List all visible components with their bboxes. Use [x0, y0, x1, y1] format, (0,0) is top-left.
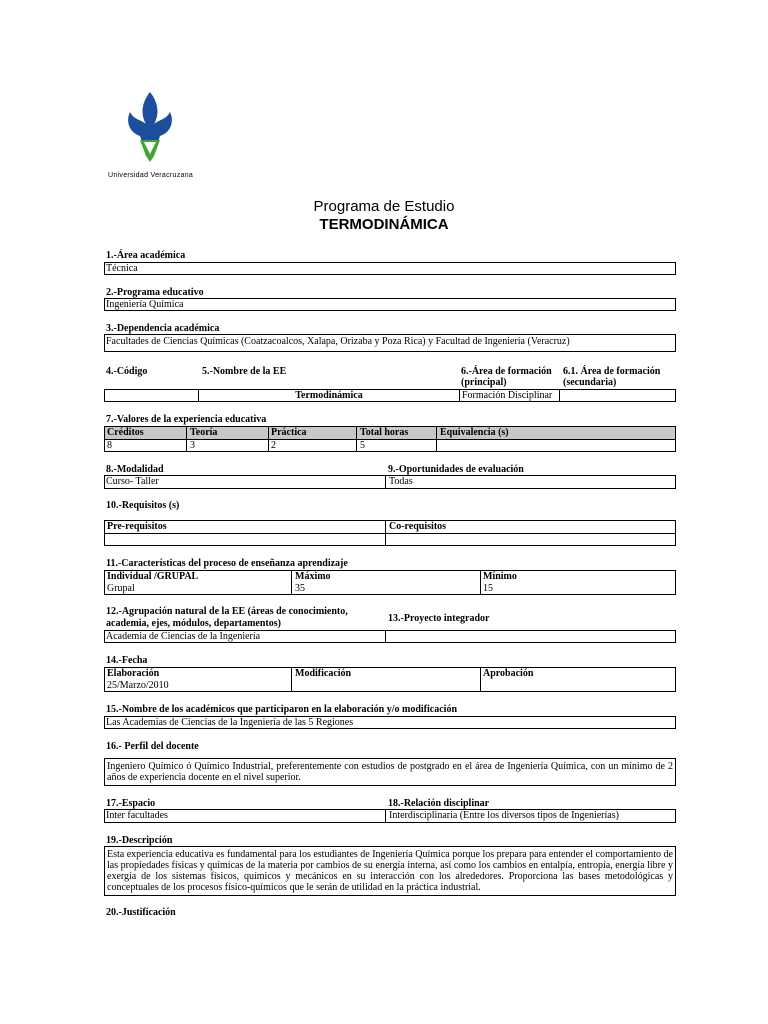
creditos-header: Créditos [107, 427, 144, 438]
ee-identification-row [104, 389, 676, 402]
dependencia-box [104, 334, 676, 352]
area-principal-label-1: 6.-Área de formación [461, 366, 552, 377]
descripcion-label: 19.-Descripción [106, 835, 173, 846]
teoria-header: Teoría [190, 427, 218, 438]
valores-table [104, 426, 676, 452]
creditos-value: 8 [107, 440, 112, 451]
dependencia-label: 3.-Dependencia académica [106, 323, 220, 334]
area-secundaria-label-1: 6.1. Área de formación [563, 366, 661, 377]
practica-header: Práctica [271, 427, 307, 438]
fleur-de-lis-icon [120, 90, 180, 170]
co-requisitos-header: Co-requisitos [389, 521, 447, 532]
total-horas-value: 5 [360, 440, 365, 451]
proyecto-integrador-label: 13.-Proyecto integrador [388, 613, 490, 624]
oportunidades-value: Todas [389, 476, 413, 487]
agrupacion-value: Academia de Ciencias de la Ingeniería [106, 631, 261, 642]
document-title: Programa de Estudio [313, 198, 455, 215]
elaboracion-value: 25/Marzo/2010 [107, 680, 169, 691]
caracteristicas-label: 11.-Características del proceso de enseñanza aprendizaje [106, 558, 348, 569]
maximo-value: 35 [295, 583, 305, 594]
requisitos-label: 10.-Requisitos (s) [106, 500, 180, 511]
modificacion-header: Modificación [295, 668, 352, 679]
aprobacion-header: Aprobación [483, 668, 534, 679]
fecha-table [104, 667, 676, 692]
programa-educativo-label: 2.-Programa educativo [106, 287, 204, 298]
pre-requisitos-header: Pre-requisitos [107, 521, 167, 532]
espacio-value: Inter facultades [106, 810, 168, 821]
academicos-label: 15.-Nombre de los académicos que participaron en la elaboración y/o modificación [106, 704, 458, 715]
teoria-value: 3 [190, 440, 195, 451]
espacio-label: 17.-Espacio [106, 798, 156, 809]
programa-educativo-box [104, 298, 676, 311]
minimo-header: Mínimo [483, 571, 517, 582]
agrupacion-row [104, 630, 676, 643]
relacion-disciplinar-value: Interdisciplinaria (Entre los diversos tipos de Ingenierías) [389, 810, 619, 821]
course-name-title: TERMODINÁMICA [319, 216, 449, 233]
perfil-docente-label: 16.- Perfil del docente [106, 741, 199, 752]
perfil-docente-box [104, 758, 676, 786]
academicos-value: Las Academias de Ciencias de la Ingeniería de las 5 Regiones [106, 717, 354, 728]
minimo-value: 15 [483, 583, 493, 594]
espacio-row [104, 809, 676, 823]
descripcion-box [104, 846, 676, 896]
caracteristicas-table [104, 570, 676, 595]
codigo-label: 4.-Código [106, 366, 148, 377]
modalidad-value: Curso- Taller [106, 476, 159, 487]
nombre-ee-cell [199, 390, 460, 401]
academicos-box [104, 716, 676, 729]
programa-educativo-value: Ingeniería Química [106, 299, 184, 310]
fecha-label: 14.-Fecha [106, 655, 148, 666]
area-principal-cell [460, 390, 560, 401]
requisitos-table [104, 520, 676, 546]
valores-label: 7.-Valores de la experiencia educativa [106, 414, 267, 425]
descripcion-value: Esta experiencia educativa es fundamental para los estudiantes de Ingeniería Química porque los prepara para entender el comportamiento de las propiedades físicas y químicas de la materia por cambios de su energía interna, así como los cambios en entalpía, entropía, energía libre y exergía de los sistemas físicos, químicos y mecánicos en su interacción con los alrededores. Proporciona las bases metodológicas y conceptuales de los procesos físico-químicos que le serán de utilidad en la práctica industrial. [107, 849, 673, 893]
area-academica-box [104, 262, 676, 275]
oportunidades-label: 9.-Oportunidades de evaluación [388, 464, 524, 475]
area-academica-label: 1.-Área académica [106, 250, 186, 261]
agrupacion-label-1: 12.-Agrupación natural de la EE (áreas de conocimiento, [106, 606, 348, 617]
relacion-disciplinar-label: 18.-Relación disciplinar [388, 798, 490, 809]
individual-grupal-header: Individual /GRUPAL [107, 571, 199, 582]
area-academica-value: Técnica [106, 263, 138, 274]
agrupacion-label-2: academia, ejes, módulos, departamentos) [106, 618, 281, 629]
nombre-ee-value: Termodinámica [295, 390, 363, 401]
modalidad-row [104, 475, 676, 489]
elaboracion-header: Elaboración [107, 668, 160, 679]
area-secundaria-label-2: (secundaria) [563, 377, 617, 388]
justificacion-label: 20.-Justificación [106, 907, 176, 918]
area-principal-label-2: (principal) [461, 377, 507, 388]
equivalencia-header: Equivalencia (s) [440, 427, 509, 438]
university-logo [120, 90, 180, 170]
area-principal-value: Formación Disciplinar [462, 390, 553, 401]
practica-value: 2 [271, 440, 276, 451]
logo-caption: Universidad Veracruzana [108, 172, 194, 179]
codigo-cell [105, 390, 199, 401]
perfil-docente-value: Ingeniero Químico ó Químico Industrial, preferentemente con estudios de postgrado en el área de Ingeniería Química, con un mínimo de 2 años de experiencia docente en el nivel superior. [107, 761, 673, 783]
individual-grupal-value: Grupal [107, 583, 135, 594]
dependencia-value: Facultades de Ciencias Químicas (Coatzacoalcos, Xalapa, Orizaba y Poza Rica) y Facultad de Ingeniería (Veracruz) [106, 336, 570, 347]
nombre-ee-label: 5.-Nombre de la EE [202, 366, 287, 377]
total-horas-header: Total horas [360, 427, 409, 438]
modalidad-label: 8.-Modalidad [106, 464, 164, 475]
maximo-header: Máximo [295, 571, 331, 582]
